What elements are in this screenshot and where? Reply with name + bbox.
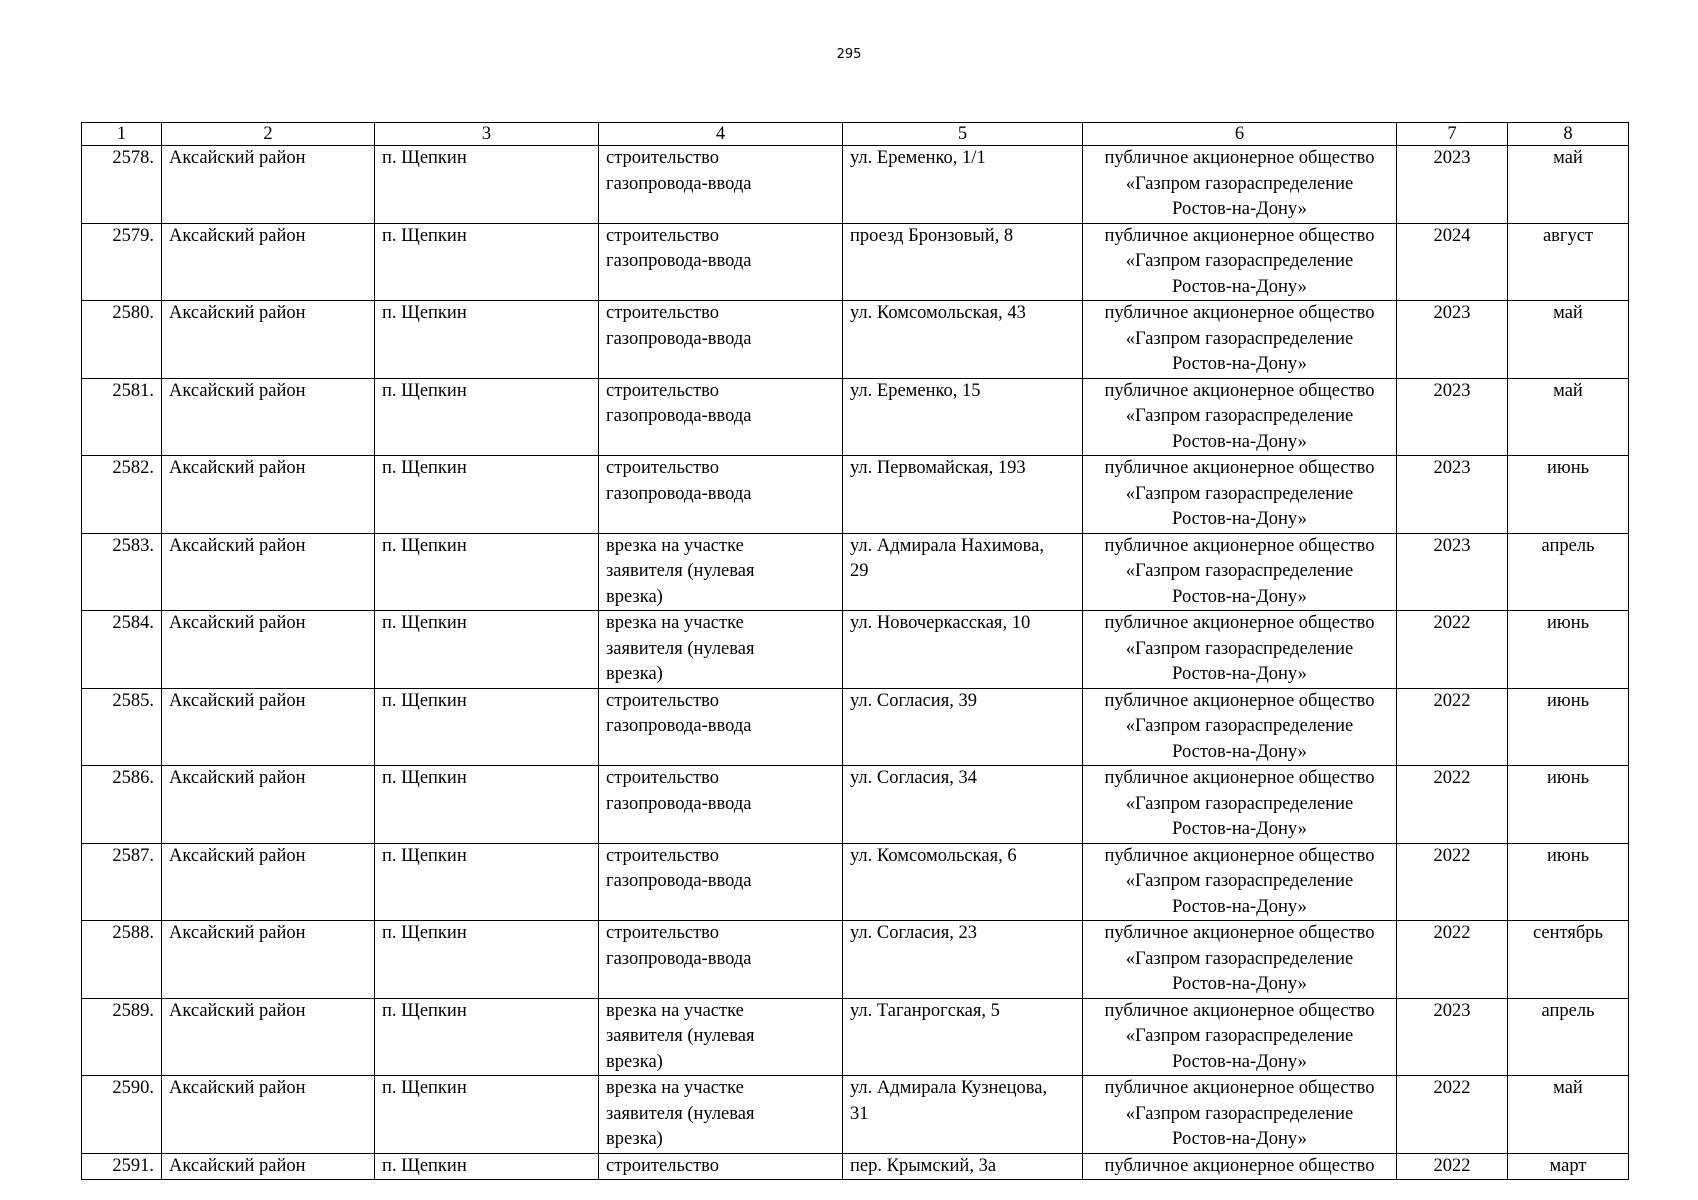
organization-cell <box>1083 766 1397 844</box>
row-number: 2583. <box>82 533 162 611</box>
month-cell: июнь <box>1508 843 1629 921</box>
address-cell-line: ул. Таганрогская, 5 <box>850 1000 1000 1021</box>
year-cell: 2023 <box>1397 998 1508 1076</box>
work-type-cell-line: газопровода-ввода <box>606 251 752 271</box>
settlement-cell: п. Щепкин <box>375 611 599 689</box>
district-cell: Аксайский район <box>162 843 375 921</box>
settlement-cell: п. Щепкин <box>375 533 599 611</box>
work-type-cell-line: строительство <box>606 303 720 323</box>
work-type-cell-line: газопровода-ввода <box>606 328 752 349</box>
column-header: 2 <box>162 123 375 146</box>
organization-cell-line: публичное акционерное общество <box>1104 1078 1375 1098</box>
column-header: 5 <box>843 123 1083 146</box>
organization-cell-line: «Газпром газораспределение <box>1125 948 1354 969</box>
district-cell: Аксайский район <box>162 921 375 999</box>
address-cell-line: ул. Комсомольская, 43 <box>850 303 1026 323</box>
organization-cell <box>1083 921 1397 999</box>
settlement-cell: п. Щепкин <box>375 843 599 921</box>
row-number: 2582. <box>82 456 162 534</box>
organization-cell-line: «Газпром газораспределение <box>1125 251 1354 271</box>
page-number: 295 <box>836 47 862 62</box>
table-row <box>82 688 1629 766</box>
work-type-cell-line: заявителя (нулевая <box>606 1026 755 1046</box>
month-cell: июнь <box>1508 611 1629 689</box>
month-cell: март <box>1508 1153 1629 1180</box>
organization-cell-line: «Газпром газораспределение <box>1125 871 1354 891</box>
organization-cell-line: публичное акционерное общество <box>1104 1000 1375 1021</box>
table-row <box>82 456 1629 534</box>
work-type-cell-line: строительство <box>606 1155 720 1176</box>
year-cell: 2022 <box>1397 1076 1508 1154</box>
organization-cell-line: «Газпром газораспределение <box>1125 561 1354 581</box>
row-number: 2589. <box>82 998 162 1076</box>
organization-cell <box>1083 688 1397 766</box>
table-row <box>82 1153 1629 1180</box>
month-cell: май <box>1508 378 1629 456</box>
table-row <box>82 766 1629 844</box>
address-cell <box>843 301 1083 379</box>
work-type-cell <box>599 843 843 921</box>
month-cell: июнь <box>1508 766 1629 844</box>
settlement-cell: п. Щепкин <box>375 146 599 224</box>
address-cell-line: ул. Новочеркасская, 10 <box>850 613 1031 633</box>
work-type-cell <box>599 921 843 999</box>
year-cell: 2022 <box>1397 766 1508 844</box>
table-body <box>82 146 1629 1180</box>
table-row <box>82 1076 1629 1154</box>
row-number: 2590. <box>82 1076 162 1154</box>
work-type-cell <box>599 223 843 301</box>
organization-cell-line: «Газпром газораспределение <box>1125 328 1354 349</box>
year-cell: 2022 <box>1397 921 1508 999</box>
column-header: 8 <box>1508 123 1629 146</box>
address-cell <box>843 146 1083 224</box>
organization-cell-line: «Газпром газораспределение <box>1125 406 1354 426</box>
work-type-cell-line: строительство <box>606 380 720 401</box>
work-type-cell <box>599 1153 843 1180</box>
work-type-cell-line: газопровода-ввода <box>606 406 752 426</box>
organization-cell <box>1083 843 1397 921</box>
table-row <box>82 223 1629 301</box>
address-cell-line: пер. Крымский, 3а <box>850 1155 997 1176</box>
settlement-cell: п. Щепкин <box>375 1076 599 1154</box>
district-cell: Аксайский район <box>162 456 375 534</box>
address-cell <box>843 1076 1083 1154</box>
address-cell <box>843 1153 1083 1180</box>
month-cell: июнь <box>1508 688 1629 766</box>
address-cell <box>843 766 1083 844</box>
table-row <box>82 921 1629 999</box>
year-cell: 2022 <box>1397 843 1508 921</box>
address-cell <box>843 843 1083 921</box>
organization-cell <box>1083 146 1397 224</box>
work-type-cell-line: врезка на участке <box>606 1000 744 1021</box>
organization-cell-line: публичное акционерное общество <box>1104 613 1375 633</box>
work-type-cell-line: врезка на участке <box>606 535 744 556</box>
organization-cell-line: публичное акционерное общество <box>1104 845 1375 866</box>
organization-cell <box>1083 533 1397 611</box>
row-number: 2586. <box>82 766 162 844</box>
address-cell <box>843 378 1083 456</box>
work-type-cell-line: газопровода-ввода <box>606 948 752 969</box>
address-cell <box>843 456 1083 534</box>
organization-cell <box>1083 1153 1397 1180</box>
organization-cell-line: публичное акционерное общество <box>1104 690 1375 711</box>
header-row <box>82 123 1629 146</box>
organization-cell-line: «Газпром газораспределение <box>1125 1026 1354 1046</box>
work-type-cell-line: газопровода-ввода <box>606 871 752 891</box>
work-type-cell-line: строительство <box>606 458 720 478</box>
table-row <box>82 533 1629 611</box>
work-type-cell-line: газопровода-ввода <box>606 716 752 736</box>
organization-cell <box>1083 1076 1397 1154</box>
work-type-cell-line: врезка) <box>606 586 663 607</box>
year-cell: 2023 <box>1397 301 1508 379</box>
table-row <box>82 301 1629 379</box>
work-type-cell-line: врезка на участке <box>606 613 744 633</box>
row-number: 2578. <box>82 146 162 224</box>
organization-cell <box>1083 223 1397 301</box>
table-row <box>82 611 1629 689</box>
work-type-cell <box>599 998 843 1076</box>
work-type-cell-line: врезка) <box>606 664 663 684</box>
organization-cell-line: публичное акционерное общество <box>1104 458 1375 478</box>
address-cell-line: ул. Комсомольская, 6 <box>850 845 1017 866</box>
organization-cell-line: публичное акционерное общество <box>1104 380 1375 401</box>
district-cell: Аксайский район <box>162 1153 375 1180</box>
settlement-cell: п. Щепкин <box>375 1153 599 1180</box>
organization-cell-line: Ростов-на-Дону» <box>1172 354 1307 374</box>
address-cell-line: ул. Адмирала Кузнецова, <box>850 1078 1048 1098</box>
work-type-cell <box>599 1076 843 1154</box>
work-type-cell-line: газопровода-ввода <box>606 793 752 814</box>
work-type-cell-line: строительство <box>606 768 720 788</box>
settlement-cell: п. Щепкин <box>375 301 599 379</box>
row-number: 2585. <box>82 688 162 766</box>
organization-cell <box>1083 998 1397 1076</box>
organization-cell-line: Ростов-на-Дону» <box>1172 586 1307 607</box>
work-type-cell <box>599 611 843 689</box>
row-number: 2584. <box>82 611 162 689</box>
month-cell: апрель <box>1508 998 1629 1076</box>
address-cell-line: ул. Согласия, 34 <box>850 768 977 788</box>
month-cell: май <box>1508 301 1629 379</box>
work-type-cell-line: строительство <box>606 690 720 711</box>
district-cell: Аксайский район <box>162 378 375 456</box>
month-cell: май <box>1508 1076 1629 1154</box>
month-cell: сентябрь <box>1508 921 1629 999</box>
work-type-cell-line: врезка) <box>606 1129 663 1149</box>
month-cell: апрель <box>1508 533 1629 611</box>
row-number: 2581. <box>82 378 162 456</box>
work-type-cell-line: заявителя (нулевая <box>606 638 755 659</box>
organization-cell-line: «Газпром газораспределение <box>1125 173 1354 194</box>
work-type-cell-line: заявителя (нулевая <box>606 561 755 581</box>
organization-cell <box>1083 611 1397 689</box>
district-cell: Аксайский район <box>162 688 375 766</box>
work-type-cell <box>599 301 843 379</box>
organization-cell-line: публичное акционерное общество <box>1104 303 1375 323</box>
column-header: 6 <box>1083 123 1397 146</box>
work-type-cell-line: строительство <box>606 225 720 246</box>
work-type-cell-line: строительство <box>606 845 720 866</box>
address-cell-line: ул. Еременко, 15 <box>850 380 981 401</box>
year-cell: 2022 <box>1397 1153 1508 1180</box>
work-type-cell-line: газопровода-ввода <box>606 173 752 194</box>
address-cell-line: 31 <box>850 1103 869 1124</box>
organization-cell-line: «Газпром газораспределение <box>1125 716 1354 736</box>
organization-cell-line: Ростов-на-Дону» <box>1172 509 1307 529</box>
organization-cell-line: Ростов-на-Дону» <box>1172 431 1307 452</box>
district-cell: Аксайский район <box>162 223 375 301</box>
organization-cell-line: Ростов-на-Дону» <box>1172 664 1307 684</box>
organization-cell-line: «Газпром газораспределение <box>1125 483 1354 504</box>
table-row <box>82 843 1629 921</box>
organization-cell-line: Ростов-на-Дону» <box>1172 1129 1307 1149</box>
organization-cell-line: публичное акционерное общество <box>1104 923 1375 943</box>
table-row <box>82 998 1629 1076</box>
district-cell: Аксайский район <box>162 611 375 689</box>
row-number: 2579. <box>82 223 162 301</box>
address-cell <box>843 533 1083 611</box>
column-header: 3 <box>375 123 599 146</box>
table-row <box>82 146 1629 224</box>
district-cell: Аксайский район <box>162 533 375 611</box>
district-cell: Аксайский район <box>162 766 375 844</box>
organization-cell-line: Ростов-на-Дону» <box>1172 199 1307 219</box>
table-header <box>82 123 1629 146</box>
address-cell-line: ул. Согласия, 23 <box>850 923 977 943</box>
work-type-cell <box>599 146 843 224</box>
organization-cell-line: Ростов-на-Дону» <box>1172 276 1307 297</box>
work-type-cell <box>599 378 843 456</box>
row-number: 2591. <box>82 1153 162 1180</box>
column-header: 7 <box>1397 123 1508 146</box>
organization-cell-line: «Газпром газораспределение <box>1125 793 1354 814</box>
address-cell <box>843 998 1083 1076</box>
address-cell <box>843 611 1083 689</box>
settlement-cell: п. Щепкин <box>375 456 599 534</box>
settlement-cell: п. Щепкин <box>375 688 599 766</box>
row-number: 2588. <box>82 921 162 999</box>
settlement-cell: п. Щепкин <box>375 921 599 999</box>
year-cell: 2023 <box>1397 533 1508 611</box>
settlement-cell: п. Щепкин <box>375 766 599 844</box>
organization-cell-line: «Газпром газораспределение <box>1125 1103 1354 1124</box>
work-type-cell-line: строительство <box>606 923 720 943</box>
year-cell: 2022 <box>1397 611 1508 689</box>
organization-cell <box>1083 301 1397 379</box>
table-row <box>82 378 1629 456</box>
work-type-cell-line: врезка на участке <box>606 1078 744 1098</box>
district-cell: Аксайский район <box>162 301 375 379</box>
work-type-cell-line: заявителя (нулевая <box>606 1103 755 1124</box>
address-cell-line: ул. Согласия, 39 <box>850 690 977 711</box>
address-cell <box>843 921 1083 999</box>
organization-cell-line: публичное акционерное общество <box>1104 535 1375 556</box>
row-number: 2587. <box>82 843 162 921</box>
settlement-cell: п. Щепкин <box>375 998 599 1076</box>
organization-cell-line: публичное акционерное общество <box>1104 148 1375 168</box>
year-cell: 2023 <box>1397 378 1508 456</box>
organization-cell <box>1083 456 1397 534</box>
year-cell: 2023 <box>1397 146 1508 224</box>
organization-cell-line: Ростов-на-Дону» <box>1172 819 1307 839</box>
work-type-cell <box>599 456 843 534</box>
work-type-cell-line: врезка) <box>606 1051 663 1072</box>
work-type-cell-line: строительство <box>606 148 720 168</box>
address-cell-line: ул. Еременко, 1/1 <box>850 148 986 168</box>
organization-cell-line: Ростов-на-Дону» <box>1172 741 1307 762</box>
organization-cell-line: публичное акционерное общество <box>1104 768 1375 788</box>
month-cell: май <box>1508 146 1629 224</box>
year-cell: 2024 <box>1397 223 1508 301</box>
work-type-cell <box>599 688 843 766</box>
address-cell-line: ул. Адмирала Нахимова, <box>850 535 1044 556</box>
address-cell-line: ул. Первомайская, 193 <box>850 458 1026 478</box>
column-header: 1 <box>82 123 162 146</box>
address-cell-line: 29 <box>850 561 869 581</box>
year-cell: 2022 <box>1397 688 1508 766</box>
organization-cell <box>1083 378 1397 456</box>
organization-cell-line: публичное акционерное общество <box>1104 1155 1375 1176</box>
district-cell: Аксайский район <box>162 146 375 224</box>
address-cell-line: проезд Бронзовый, 8 <box>850 225 1014 246</box>
work-type-cell-line: газопровода-ввода <box>606 483 752 504</box>
row-number: 2580. <box>82 301 162 379</box>
district-cell: Аксайский район <box>162 1076 375 1154</box>
register-table <box>81 122 1629 1180</box>
organization-cell-line: публичное акционерное общество <box>1104 225 1375 246</box>
address-cell <box>843 223 1083 301</box>
organization-cell-line: Ростов-на-Дону» <box>1172 1051 1307 1072</box>
settlement-cell: п. Щепкин <box>375 378 599 456</box>
address-cell <box>843 688 1083 766</box>
year-cell: 2023 <box>1397 456 1508 534</box>
organization-cell-line: Ростов-на-Дону» <box>1172 896 1307 917</box>
column-header: 4 <box>599 123 843 146</box>
settlement-cell: п. Щепкин <box>375 223 599 301</box>
organization-cell-line: «Газпром газораспределение <box>1125 638 1354 659</box>
district-cell: Аксайский район <box>162 998 375 1076</box>
work-type-cell <box>599 766 843 844</box>
organization-cell-line: Ростов-на-Дону» <box>1172 974 1307 994</box>
month-cell: июнь <box>1508 456 1629 534</box>
month-cell: август <box>1508 223 1629 301</box>
work-type-cell <box>599 533 843 611</box>
